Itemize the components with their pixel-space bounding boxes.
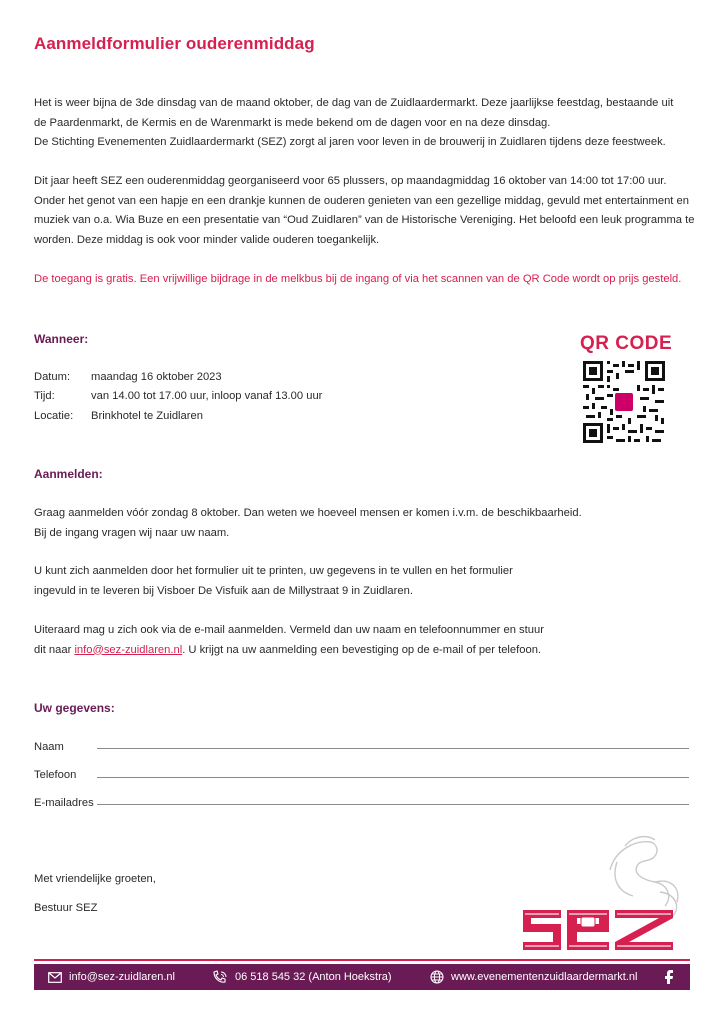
footer-divider [34, 959, 690, 961]
phone-icon [212, 970, 228, 984]
info-value: van 14.00 tot 17.00 uur, inloop vanaf 13.00 uur [91, 390, 323, 402]
page-title: Aanmeldformulier ouderenmiddag [34, 34, 315, 53]
facebook-link[interactable] [664, 964, 680, 990]
email-link[interactable]: info@sez-zuidlaren.nl [74, 643, 183, 656]
intro-p1-line: Het is weer bijna de 3de dinsdag van de maand oktober, de dag van de Zuidlaardermarkt. Deze jaarlijkse feestdag, bestaande uit [34, 97, 674, 109]
phone-field-label: Telefoon [34, 769, 77, 781]
closing-greeting: Met vriendelijke groeten, [34, 873, 156, 885]
info-value: maandag 16 oktober 2023 [91, 371, 222, 383]
closing-signature: Bestuur SEZ [34, 902, 98, 914]
info-label: Locatie: [34, 410, 74, 422]
qr-code-title: QR CODE [580, 333, 673, 354]
aanmelden-p3-line [34, 641, 694, 661]
facebook-icon [664, 970, 673, 984]
intro-p2-line: muziek van o.a. Wia Buze en een presentatie van “Oud Zuidlaren” van de Historische Vereniging. Het beloofd een leuk programma te [34, 214, 695, 227]
gegevens-heading: Uw gegevens: [34, 701, 115, 715]
qr-code-icon[interactable] [583, 361, 665, 443]
p3-prefix: dit naar [34, 643, 75, 656]
wanneer-heading: Wanneer: [34, 332, 89, 346]
info-row-time [34, 390, 322, 402]
aanmelden-p1-line: Bij de ingang vragen wij naar uw naam. [34, 526, 230, 539]
globe-icon [430, 970, 444, 984]
intro-p1-line: de Paardenmarkt, de Kermis en de Warenmarkt is mede bekend om de dagen voor en na deze dinsdag. [34, 116, 551, 129]
horse-icon [515, 830, 690, 950]
footer-bar [34, 964, 690, 990]
sez-logo [515, 830, 690, 950]
aanmelden-p2-line: U kunt zich aanmelden door het formulier uit te printen, uw gegevens in te vullen en het formulier [34, 565, 513, 577]
footer-phone-text: 06 518 545 32 (Anton Hoekstra) [235, 971, 392, 983]
email-field[interactable] [97, 804, 689, 805]
info-label: Datum: [34, 371, 71, 383]
email-field-label: E-mailadres [34, 797, 94, 809]
intro-paragraph-2 [34, 172, 694, 250]
aanmelden-heading: Aanmelden: [34, 467, 103, 481]
free-entry-notice [34, 270, 694, 290]
aanmelden-paragraph-3 [34, 621, 694, 660]
aanmelden-p2-line: ingevuld in te leveren bij Visboer De Visfuik aan de Millystraat 9 in Zuidlaren. [34, 584, 413, 597]
footer-email[interactable] [48, 964, 175, 990]
qr-code-graphic [583, 361, 665, 443]
name-field-label: Naam [34, 741, 64, 753]
phone-field[interactable] [97, 777, 689, 778]
intro-p2-line: worden. Deze middag is ook voor minder valide ouderen toegankelijk. [34, 233, 380, 246]
aanmelden-p3-line: Uiteraard mag u zich ook via de e-mail aanmelden. Vermeld dan uw naam en telefoonnummer en stuur [34, 624, 544, 636]
mail-icon [48, 972, 62, 983]
intro-p2-line: Dit jaar heeft SEZ een ouderenmiddag georganiseerd voor 65 plussers, op maandagmiddag 16 oktober van 14:00 tot 17:00 uur. [34, 175, 667, 187]
intro-paragraph-1 [34, 94, 694, 153]
info-label: Tijd: [34, 390, 55, 402]
intro-p2-line: Onder het genot van een hapje en een drankje kunnen de ouderen genieten van een gezellige middag, gevuld met entertainment en [34, 194, 689, 207]
footer-phone[interactable] [212, 964, 392, 990]
footer-website-text: www.evenementenzuidlaardermarkt.nl [451, 971, 638, 983]
info-row-location [34, 410, 203, 422]
name-field[interactable] [97, 748, 689, 749]
intro-p1-line: De Stichting Evenementen Zuidlaardermarkt (SEZ) zorgt al jaren voor leven in de brouwerij in Zuidlaren tijdens deze feestweek. [34, 136, 666, 149]
aanmelden-paragraph-2 [34, 562, 694, 601]
info-value: Brinkhotel te Zuidlaren [91, 410, 203, 422]
info-row-date [34, 371, 222, 383]
footer-website[interactable] [430, 964, 637, 990]
aanmelden-paragraph-1 [34, 504, 694, 543]
footer-email-text: info@sez-zuidlaren.nl [69, 971, 175, 983]
p3-suffix: . U krijgt na uw aanmelding een bevestiging op de e-mail of per telefoon. [182, 643, 542, 656]
aanmelden-p1-line: Graag aanmelden vóór zondag 8 oktober. Dan weten we hoeveel mensen er komen i.v.m. de beschikbaarheid. [34, 507, 582, 519]
notice-text: De toegang is gratis. Een vrijwillige bijdrage in de melkbus bij de ingang of via het scannen van de QR Code wordt op prijs gesteld. [34, 273, 682, 285]
